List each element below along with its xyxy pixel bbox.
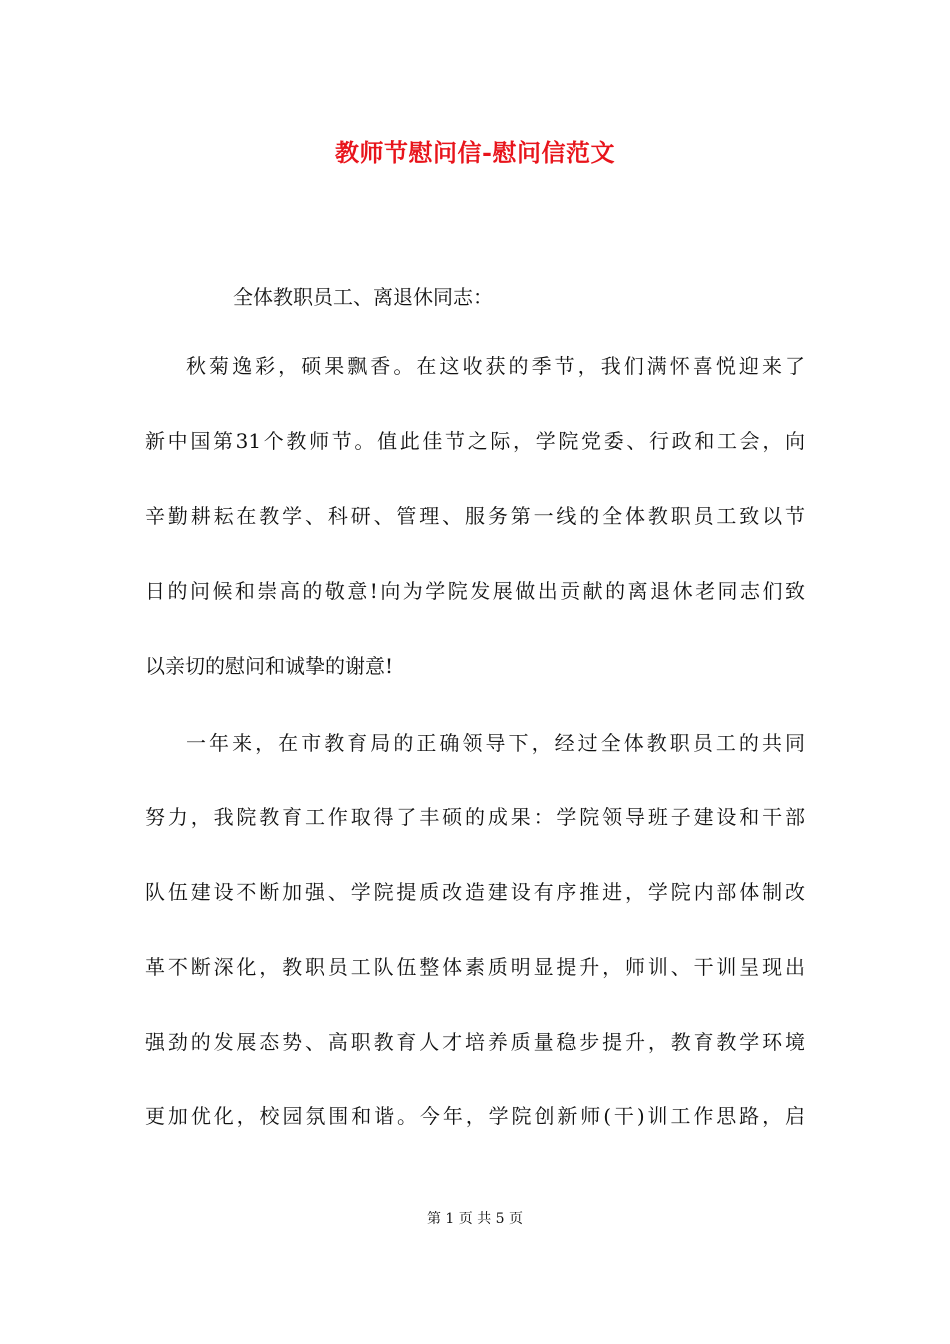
- document-title: 教师节慰问信-慰问信范文: [335, 138, 615, 167]
- paragraph-2-line-5: 强劲的发展态势、高职教育人才培养质量稳步提升，教育教学环境: [145, 1030, 805, 1054]
- paragraph-1-line-2: 新中国第31个教师节。值此佳节之际，学院党委、行政和工会，向: [145, 429, 805, 453]
- paragraph-1-line-4: 日的问候和崇高的敬意!向为学院发展做出贡献的离退休老同志们致: [145, 579, 805, 603]
- paragraph-2-line-1: 一年来，在市教育局的正确领导下，经过全体教职员工的共同: [186, 731, 805, 755]
- paragraph-1-line-3: 辛勤耕耘在教学、科研、管理、服务第一线的全体教职员工致以节: [145, 504, 805, 528]
- paragraph-2-line-3: 队伍建设不断加强、学院提质改造建设有序推进，学院内部体制改: [145, 880, 805, 904]
- paragraph-2-line-4: 革不断深化，教职员工队伍整体素质明显提升，师训、干训呈现出: [145, 955, 805, 979]
- page-footer: 第 1 页 共 5 页: [426, 1211, 524, 1227]
- paragraph-2-line-2: 努力，我院教育工作取得了丰硕的成果：学院领导班子建设和干部: [145, 805, 805, 829]
- paragraph-2-line-6: 更加优化，校园氛围和谐。今年，学院创新师(干)训工作思路，启: [145, 1104, 805, 1128]
- paragraph-1-line-1: 秋菊逸彩，硕果飘香。在这收获的季节，我们满怀喜悦迎来了: [186, 354, 805, 378]
- paragraph-1-line-5: 以亲切的慰问和诚挚的谢意!: [145, 654, 394, 678]
- salutation: 全体教职员工、离退休同志：: [233, 285, 493, 309]
